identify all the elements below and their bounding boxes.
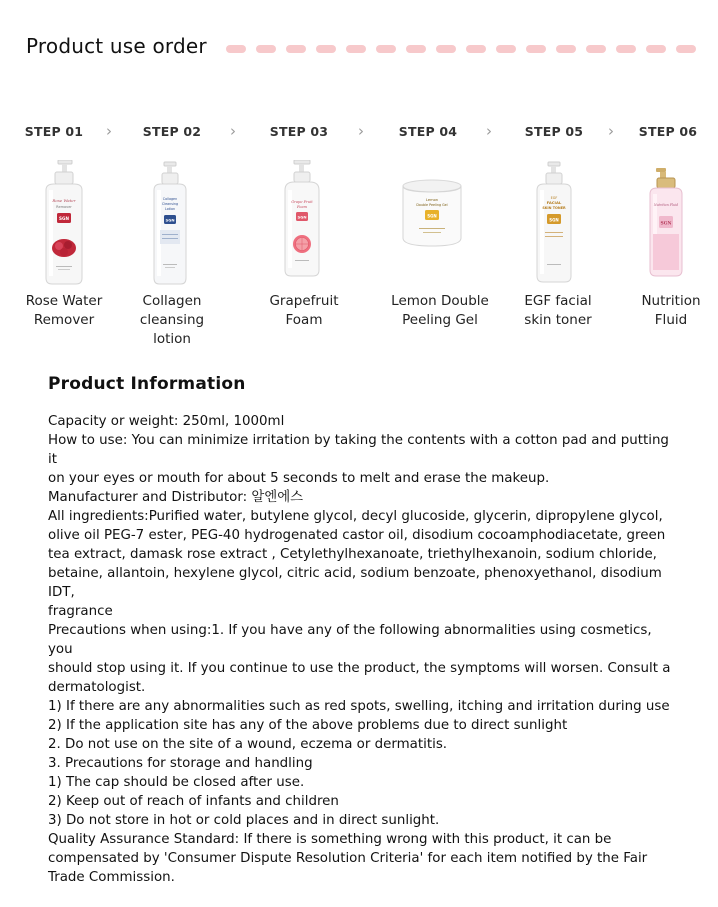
info-line: Trade Commission.: [48, 870, 175, 885]
lemon-double-peeling-gel-jar: [401, 178, 463, 248]
info-line: on your eyes or mouth for about 5 seconds to melt and erase the makeup.: [48, 471, 550, 486]
step-label-1: STEP 01: [24, 124, 84, 139]
info-line: olive oil PEG-7 ester, PEG-40 hydrogenated castor oil, disodium cocoamphodiacetate, green: [48, 528, 666, 543]
nutrition-fluid-bottle: [644, 168, 688, 278]
product-name-line: Nutrition: [641, 293, 701, 309]
info-line: 2) Keep out of reach of infants and children: [48, 794, 339, 809]
info-line: Capacity or weight: 250ml, 1000ml: [48, 414, 285, 429]
grapefruit-foam-bottle: [280, 160, 324, 278]
dash-segment: [376, 45, 396, 53]
product-name-line: cleansing: [139, 312, 205, 328]
grapefruit-bottle-label-1: Grape Fruit: [291, 200, 313, 204]
egf-facial-skin-toner-bottle: [532, 160, 576, 284]
decorative-dash-line: [226, 45, 696, 54]
step-label-5: STEP 05: [524, 124, 584, 139]
nutrition-bottle-brand: SGN: [660, 221, 672, 227]
dash-segment: [316, 45, 336, 53]
chevron-right-icon: ›: [106, 122, 112, 140]
dash-segment: [256, 45, 276, 53]
info-line: dermatologist.: [48, 680, 146, 695]
info-line: 2) If the application site has any of the above problems due to direct sunlight: [48, 718, 568, 733]
product-steps: [0, 120, 718, 350]
product-name-line: Foam: [285, 312, 323, 328]
collagen-bottle-label-1: Collagen: [162, 197, 178, 201]
dash-segment: [676, 45, 696, 53]
rose-bottle-label-2: Remover: [56, 205, 72, 209]
collagen-bottle-label-2: Cleansing: [161, 202, 179, 206]
nutrition-bottle-label-1: Nutrition Fluid: [653, 203, 679, 207]
step-label-4: STEP 04: [398, 124, 458, 139]
product-name-line: Rose Water: [25, 293, 103, 309]
info-line: Precautions when using:1. If you have any of the following abnormalities using cosmetics, you: [48, 623, 652, 657]
product-name-2: [112, 292, 232, 349]
page-title: Product use order: [26, 34, 207, 58]
grapefruit-bottle-label-2: Foam: [296, 205, 308, 209]
dash-segment: [496, 45, 516, 53]
info-line: fragrance: [48, 604, 113, 619]
dash-segment: [346, 45, 366, 53]
step-label-2: STEP 02: [142, 124, 202, 139]
rose-bottle-brand: SGN: [59, 216, 69, 221]
product-name-line: skin toner: [524, 312, 592, 328]
collagen-cleansing-lotion-bottle: [148, 160, 192, 286]
dash-segment: [646, 45, 666, 53]
dash-segment: [556, 45, 576, 53]
dash-segment: [586, 45, 606, 53]
step-label-3: STEP 03: [269, 124, 329, 139]
product-name-3: [244, 292, 364, 330]
product-information: [48, 374, 678, 887]
lemon-jar-label-1: Lemon: [425, 198, 439, 202]
product-name-line: Collagen: [142, 293, 202, 309]
info-line: 2. Do not use on the site of a wound, eczema or dermatitis.: [48, 737, 448, 752]
product-name-line: Fluid: [654, 312, 688, 328]
dash-segment: [466, 45, 486, 53]
rose-water-remover-bottle: [38, 160, 90, 286]
dash-segment: [286, 45, 306, 53]
lemon-jar-brand: SGN: [427, 213, 437, 219]
grapefruit-bottle-brand: SGN: [297, 214, 307, 220]
product-name-line: lotion: [153, 331, 191, 347]
info-line: 3) Do not store in hot or cold places and in direct sunlight.: [48, 813, 440, 828]
dash-segment: [526, 45, 546, 53]
chevron-right-icon: ›: [608, 122, 614, 140]
product-name-line: Remover: [33, 312, 95, 328]
rose-bottle-label-1: Rose Water: [52, 198, 76, 203]
product-name-4: [380, 292, 500, 330]
egf-bottle-label-1: EGF: [550, 196, 558, 200]
product-name-line: Lemon Double: [391, 293, 489, 309]
product-name-6: [626, 292, 716, 330]
product-name-line: Grapefruit: [269, 293, 339, 309]
info-line: compensated by 'Consumer Dispute Resolution Criteria' for each item notified by the Fair: [48, 851, 648, 866]
info-line: Manufacturer and Distributor: 알엔에스: [48, 490, 304, 505]
info-line: 1) The cap should be closed after use.: [48, 775, 305, 790]
chevron-right-icon: ›: [486, 122, 492, 140]
product-name-1: [4, 292, 124, 330]
dash-segment: [406, 45, 426, 53]
egf-bottle-label-2: FACIAL: [546, 200, 562, 205]
info-line: Quality Assurance Standard: If there is something wrong with this product, it can be: [48, 832, 612, 847]
lemon-jar-label-2: Double Peeling Gel: [416, 203, 448, 207]
info-heading: Product Information: [48, 374, 246, 394]
info-line: tea extract, damask rose extract , Cetylethylhexanoate, triethylhexanoin, sodium chloride,: [48, 547, 657, 562]
dash-segment: [226, 45, 246, 53]
collagen-bottle-label-3: Lotion: [164, 207, 176, 211]
dash-segment: [616, 45, 636, 53]
step-label-6: STEP 06: [638, 124, 698, 139]
product-name-line: EGF facial: [524, 293, 592, 309]
info-text-block: [48, 412, 678, 887]
info-line: How to use: You can minimize irritation by taking the contents with a cotton pad and putting it: [48, 433, 669, 467]
egf-bottle-brand: SGN: [549, 217, 559, 223]
chevron-right-icon: ›: [230, 122, 236, 140]
info-line: 3. Precautions for storage and handling: [48, 756, 313, 771]
egf-bottle-label-3: SKIN TONER: [542, 206, 566, 210]
info-line: should stop using it. If you continue to use the product, the symptoms will worsen. Consult a: [48, 661, 671, 676]
product-name-5: [498, 292, 618, 330]
info-line: All ingredients:Purified water, butylene glycol, decyl glucoside, glycerin, dipropylene glycol,: [48, 509, 663, 524]
info-line: 1) If there are any abnormalities such as red spots, swelling, itching and irritation during use: [48, 699, 670, 714]
chevron-right-icon: ›: [358, 122, 364, 140]
collagen-bottle-brand: SGN: [165, 217, 175, 223]
product-name-line: Peeling Gel: [402, 312, 478, 328]
info-line: betaine, allantoin, hexylene glycol, citric acid, sodium benzoate, phenoxyethanol, disodium IDT,: [48, 566, 662, 600]
dash-segment: [436, 45, 456, 53]
